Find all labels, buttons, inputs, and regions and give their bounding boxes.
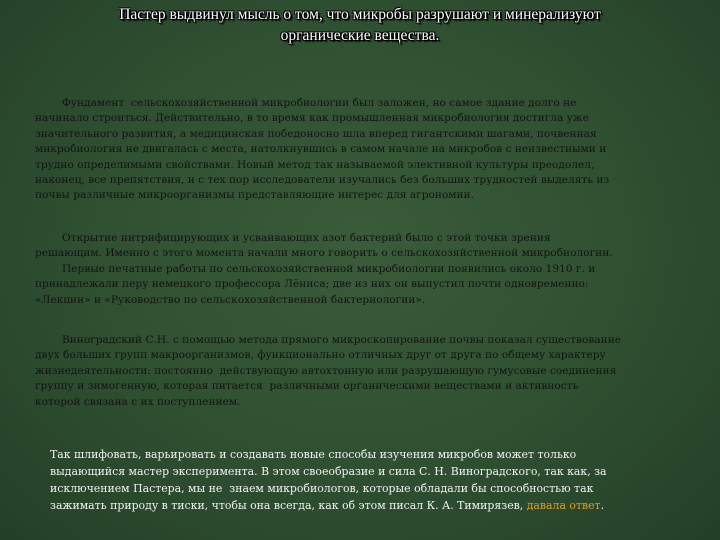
quote-last-line [50, 497, 700, 514]
paragraph-line: жизнедеятельности: постоянно действующую автохтонную или разрушающую гумусовые соединения [35, 364, 617, 377]
paragraph-vinogradsky [35, 333, 685, 410]
paragraph-foundation [35, 96, 685, 204]
quote-line: исключением Пастера, мы не знаем микробиологов, которые обладали бы способностью так [50, 482, 594, 495]
paragraph-timiryazev-quote [50, 446, 700, 514]
slide-title-line-2: органические вещества. [280, 27, 440, 44]
paragraph-line: трудно определимыми свойствами. Новый метод так называемой элективной культуры преодолел, [35, 158, 595, 171]
paragraph-bacteria-discovery [35, 231, 685, 308]
paragraph-line: почвы различные микроорганизмы представляющие интерес для агрономии. [35, 189, 475, 202]
paragraph-line: начинало строиться. Действительно, в то время как промышленная микробиология достигла уже [35, 112, 589, 125]
slide-title-line-1: Пастер выдвинул мысль о том, что микробы разрушают и минерализуют [119, 6, 601, 23]
quote-line: Так шлифовать, варьировать и создавать новые способы изучения микробов может только [50, 448, 577, 461]
quote-last-line-end: . [600, 499, 605, 512]
paragraph-line: Фундамент сельскохозяйственной микробиологии был заложен, но самое здание долго не [35, 97, 577, 109]
paragraph-line: которой связана с их поступлением. [35, 395, 241, 408]
quote-line: выдающийся мастер эксперимента. В этом своеобразие и сила С. Н. Виноградского, так как, за [50, 465, 607, 478]
paragraph-line: Открытие нитрифицирующих и усваивающих азот бактерий было с этой точки зрения [35, 232, 551, 244]
paragraph-line: принадлежали перу немецкого профессора Лёниса; две из них он выпустил почти одновременно: [35, 278, 589, 291]
paragraph-line: группу и зимогенную, которая питается различными органическими веществами и активность [35, 380, 579, 393]
paragraph-line: Первые печатные работы по сельскохозяйственной микробиологии появились около 1910 г. и [35, 262, 596, 275]
quote-last-line-start: зажимать природу в тиски, чтобы она всегда, как об этом писал К. А. Тимирязев, [50, 499, 527, 512]
slide-title [40, 4, 680, 46]
paragraph-line: решающим. Именно с этого момента начали много говорить о сельскохозяйственной микробиологии. [35, 247, 613, 260]
paragraph-line: микробиология не двигалась с места, натолкнувшись в самом начале на микробов с неизвестными и [35, 143, 607, 156]
quote-highlight-text: давала ответ [526, 499, 601, 512]
paragraph-line: Виноградский С.Н. с помощью метода прямого микроскопирование почвы показал существование [35, 334, 622, 346]
paragraph-line: «Лекции» и «Руководство по сельскохозяйственной бактериологии». [35, 293, 426, 306]
paragraph-line: двух больших групп макроорганизмов, функционально отличных друг от друга по общему характеру [35, 349, 606, 362]
paragraph-line: наконец, все препятствия, и с тех пор исследователи изучались без больших трудностей выделять из [35, 174, 610, 187]
paragraph-line: значительного развития, а медицинская победоносно шла вперед гигантскими шагами, почвенная [35, 127, 597, 140]
